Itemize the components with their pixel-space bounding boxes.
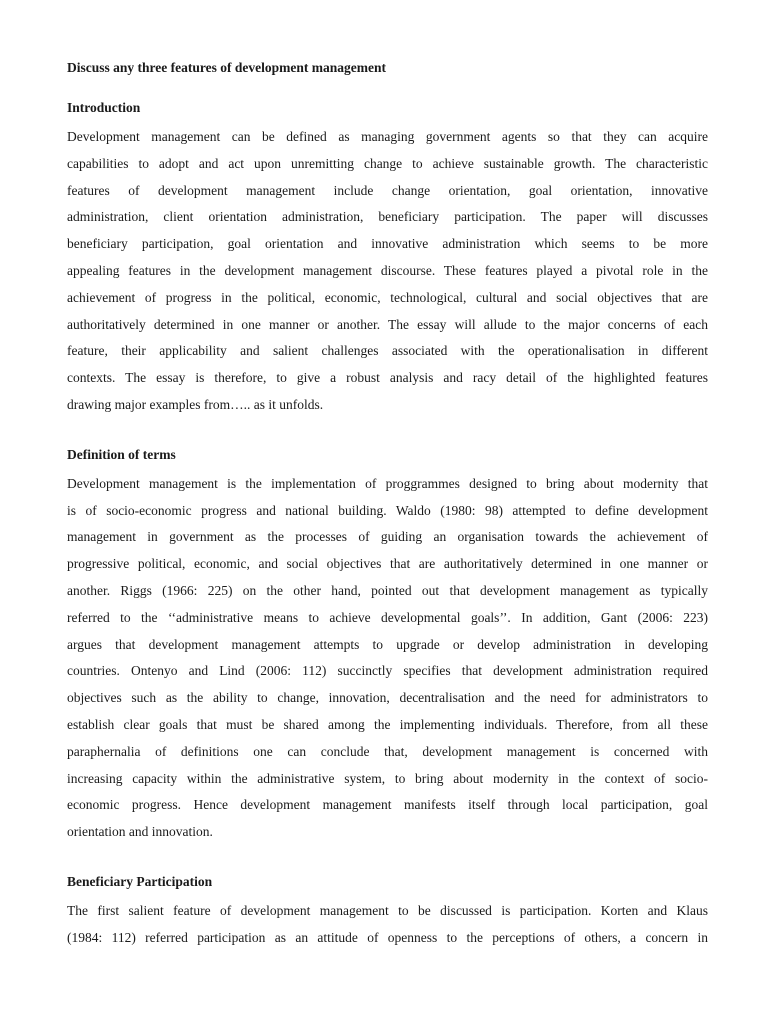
paragraph — [67, 898, 708, 952]
section-introduction — [67, 98, 708, 419]
section-heading: Introduction — [67, 100, 141, 115]
text-line: argues that development management attempts to upgrade or develop administration in developing — [67, 636, 708, 652]
section-heading: Definition of terms — [67, 446, 176, 462]
text-line: capabilities to adopt and act upon unremitting change to achieve sustainable growth. The characteristic — [67, 155, 708, 171]
text-line: objectives such as the ability to change, innovation, decentralisation and the need for administrators to — [67, 690, 708, 706]
document-title: Discuss any three features of development management — [67, 60, 386, 75]
text-line: authoritatively determined in one manner or another. The essay will allude to the major concerns of each — [67, 316, 708, 332]
document-page — [67, 58, 708, 952]
text-line: orientation and innovation. — [67, 824, 213, 840]
text-line: (1984: 112) referred participation as an attitude of openness to the perceptions of others, a concern in — [67, 929, 708, 945]
text-line: referred to the ‘‘administrative means to achieve developmental goals’’. In addition, Gant (2006: 223) — [67, 609, 708, 625]
text-line: countries. Ontenyo and Lind (2006: 112) succinctly specifies that development administration required — [67, 663, 708, 679]
text-line: economic progress. Hence development management manifests itself through local participation, goal — [67, 797, 708, 813]
text-line: features of development management include change orientation, goal orientation, innovative — [67, 182, 708, 198]
section-heading: Beneficiary Participation — [67, 873, 213, 889]
text-line: increasing capacity within the administrative system, to bring about modernity in the context of socio- — [67, 770, 708, 786]
paragraph — [67, 471, 708, 846]
text-line: The first salient feature of development management to be discussed is participation. Korten and Klaus — [67, 902, 708, 918]
text-line: management in government as the processes of guiding an organisation towards the achievement of — [67, 529, 708, 545]
text-line: beneficiary participation, goal orientation and innovative administration which seems to be more — [67, 236, 708, 252]
section-spacer — [67, 846, 708, 872]
text-line: drawing major examples from….. as it unfolds. — [67, 396, 324, 412]
text-line: is of socio-economic progress and national building. Waldo (1980: 98) attempted to define development — [67, 502, 708, 518]
paragraph — [67, 124, 708, 419]
section-spacer — [67, 419, 708, 445]
section-definition-of-terms — [67, 445, 708, 846]
text-line: achievement of progress in the political, economic, technological, cultural and social objectives that are — [67, 289, 708, 305]
text-line: contexts. The essay is therefore, to give a robust analysis and racy detail of the highlighted features — [67, 370, 708, 386]
text-line: Development management can be defined as managing government agents so that they can acquire — [67, 129, 708, 144]
text-line: establish clear goals that must be shared among the implementing individuals. Therefore, from all these — [67, 716, 708, 732]
text-line: another. Riggs (1966: 225) on the other hand, pointed out that development management as typically — [67, 582, 708, 598]
text-line: appealing features in the development management discourse. These features played a pivotal role in the — [67, 262, 708, 278]
text-line: progressive political, economic, and social objectives that are authoritatively determined in one manner or — [67, 556, 708, 572]
section-beneficiary-participation — [67, 872, 708, 952]
text-line: Development management is the implementation of proggrammes designed to bring about modernity that — [67, 475, 708, 491]
text-line: administration, client orientation administration, beneficiary participation. The paper will discusses — [67, 209, 708, 225]
text-line: feature, their applicability and salient challenges associated with the operationalisation in different — [67, 343, 708, 359]
text-line: paraphernalia of definitions one can conclude that, development management is concerned with — [67, 743, 708, 759]
